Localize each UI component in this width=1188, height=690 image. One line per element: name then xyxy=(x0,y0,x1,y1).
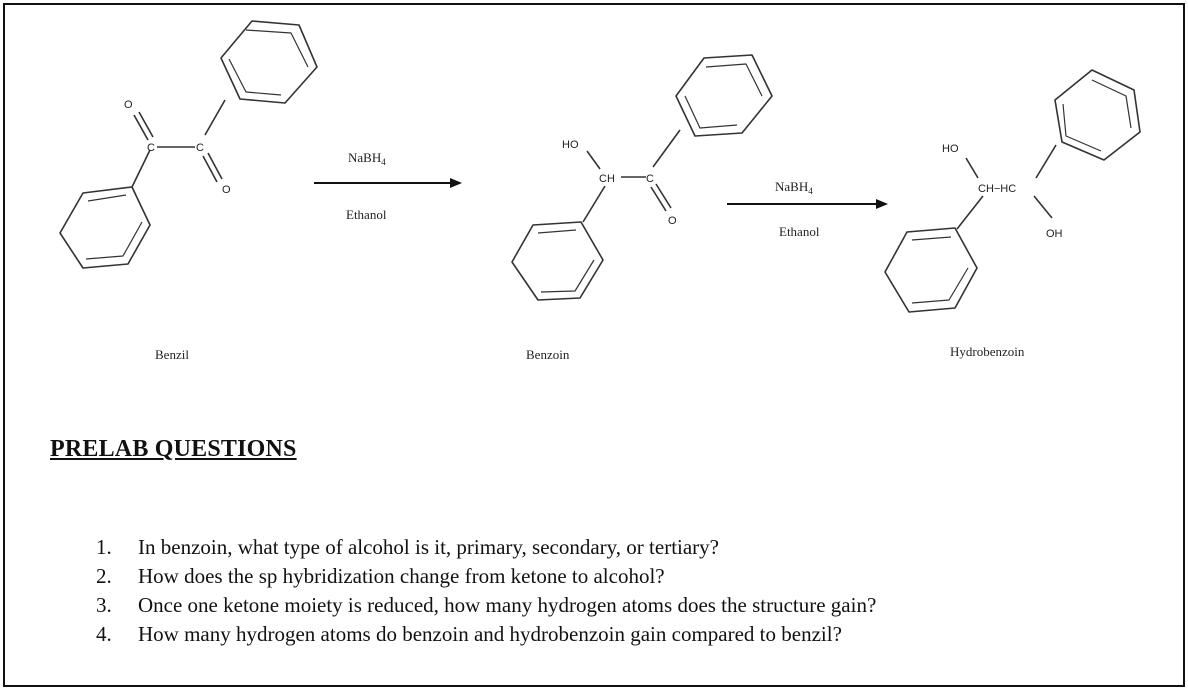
benzil-atom-o-bottom: O xyxy=(222,184,231,196)
arrow-1-solvent: Ethanol xyxy=(346,207,387,222)
hydrobenzoin-atom-oh: OH xyxy=(1046,228,1063,240)
prelab-question-list xyxy=(96,533,876,649)
hydrobenzoin-atom-ch-hc: CH−HC xyxy=(978,183,1017,195)
benzoin-atom-ch: CH xyxy=(599,173,615,185)
benzoin-atom-c: C xyxy=(646,173,654,185)
benzoin-structure xyxy=(512,55,772,300)
hydrobenzoin-phenyl-ring-bottom xyxy=(885,228,977,312)
arrow-1-reagent: NaBH$_4$ xyxy=(348,150,386,167)
hydrobenzoin-atom-ho: HO xyxy=(942,143,959,155)
question-item xyxy=(96,591,876,620)
question-item xyxy=(96,533,876,562)
benzoin-phenyl-ring-bottom xyxy=(512,222,603,300)
compound-name-benzoin: Benzoin xyxy=(526,347,570,362)
question-text: In benzoin, what type of alcohol is it, primary, secondary, or tertiary? xyxy=(138,535,719,559)
question-text: Once one ketone moiety is reduced, how many hydrogen atoms does the structure gain? xyxy=(138,593,877,617)
benzil-atom-c2: C xyxy=(196,142,204,154)
question-item xyxy=(96,562,876,591)
question-item xyxy=(96,620,876,649)
compound-name-benzil: Benzil xyxy=(155,347,189,362)
benzil-structure xyxy=(60,21,317,268)
question-number: 1. xyxy=(96,535,112,559)
benzil-phenyl-ring-top xyxy=(221,21,317,103)
question-text: How many hydrogen atoms do benzoin and hydrobenzoin gain compared to benzil? xyxy=(138,622,842,646)
question-text: How does the sp hybridization change from ketone to alcohol? xyxy=(138,564,665,588)
arrow-2-reagent: NaBH$_4$ xyxy=(775,179,813,196)
prelab-heading: PRELAB QUESTIONS xyxy=(50,436,297,462)
arrow-2-solvent: Ethanol xyxy=(779,224,820,239)
question-number: 3. xyxy=(96,593,112,617)
benzoin-phenyl-ring-top xyxy=(676,55,772,136)
hydrobenzoin-phenyl-ring-top xyxy=(1055,70,1140,160)
question-number: 4. xyxy=(96,622,112,646)
benzoin-atom-o: O xyxy=(668,215,677,227)
benzil-atom-c1: C xyxy=(147,142,155,154)
question-number: 2. xyxy=(96,564,112,588)
benzil-atom-o-top: O xyxy=(124,99,133,111)
benzil-phenyl-ring-bottom xyxy=(60,187,150,268)
compound-name-hydrobenzoin: Hydrobenzoin xyxy=(950,344,1025,359)
benzoin-atom-ho: HO xyxy=(562,139,579,151)
